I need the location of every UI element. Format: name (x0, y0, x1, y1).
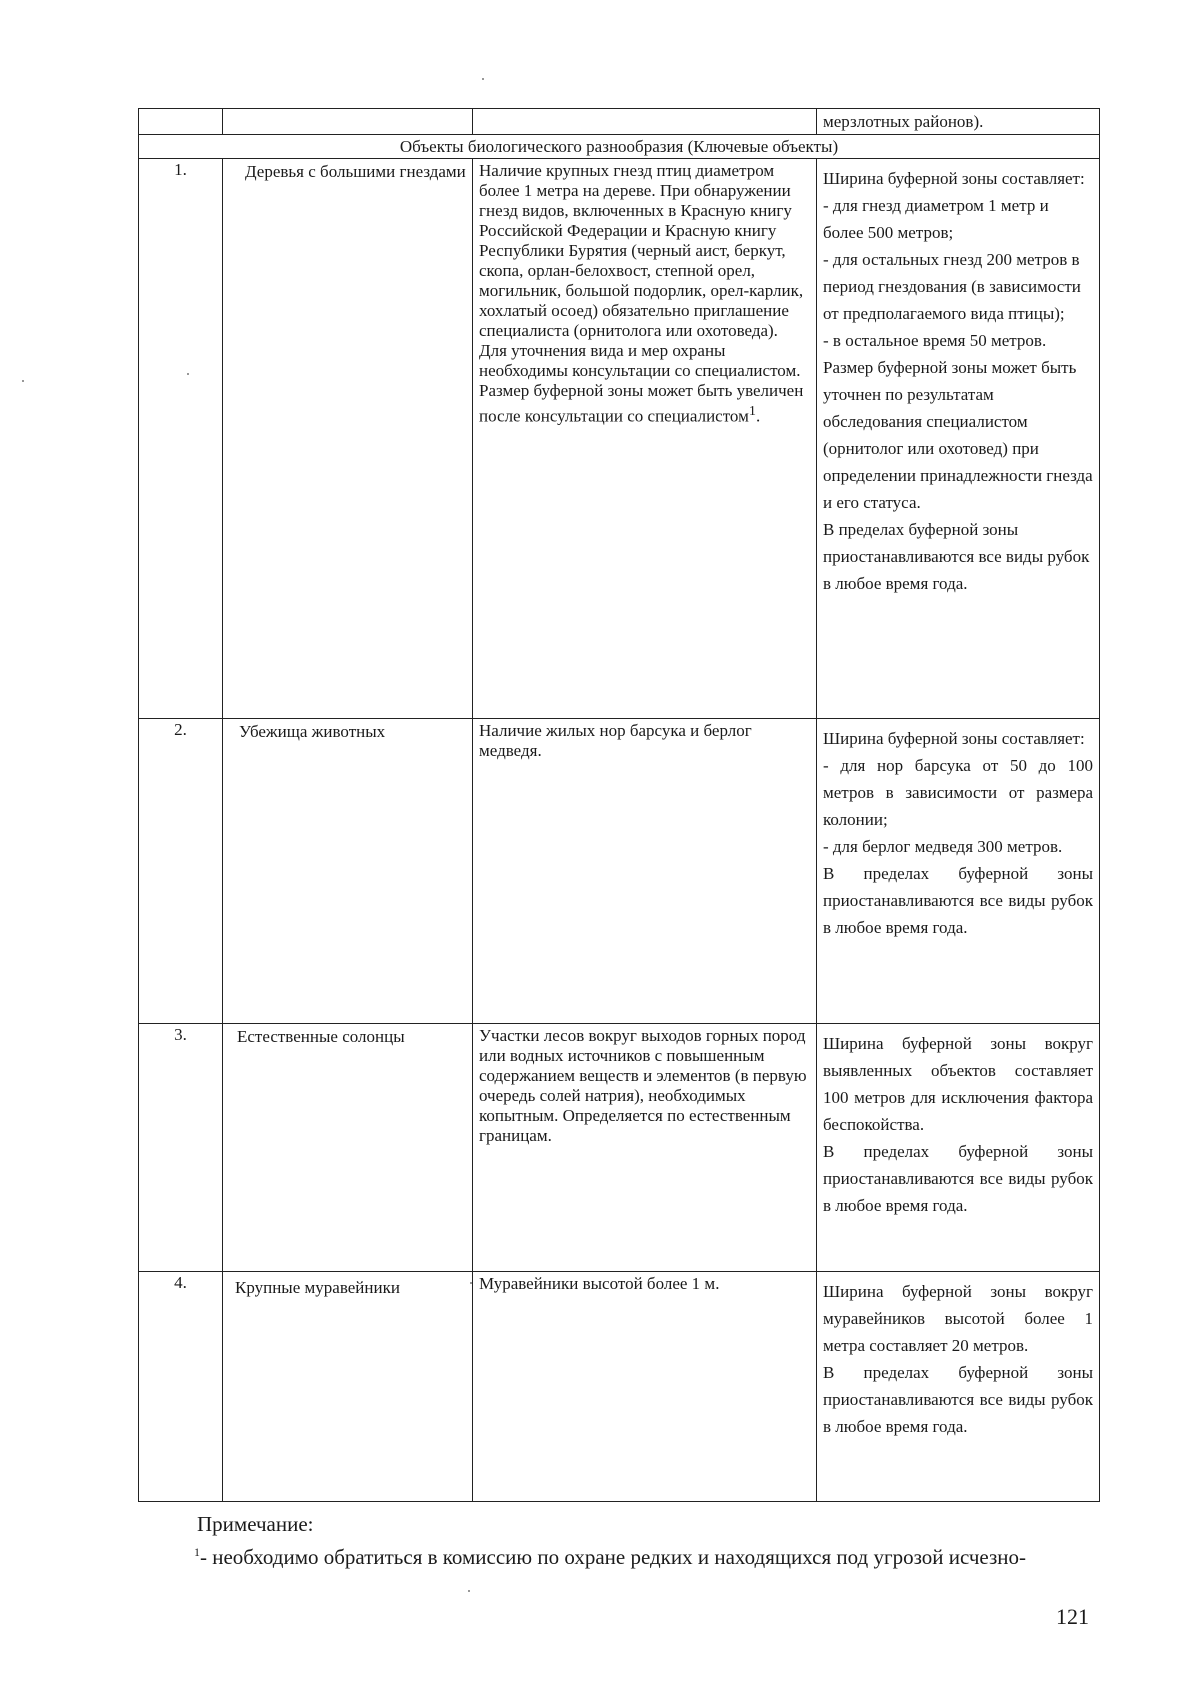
footnote (194, 1545, 1026, 1570)
carryover-cell-criteria (473, 109, 817, 135)
row-number: 2. (139, 719, 223, 1024)
footnote-mark: 1 (194, 1545, 200, 1559)
criteria-end: . (755, 406, 761, 426)
table-row (139, 1024, 1100, 1272)
buffer-line: - в остальное время 50 метров. Размер буферной зоны может быть уточнен по результатам обследования специалистом (орнитолог или охотовед) при определении принадлежности гнезда и его статуса. (823, 331, 1093, 512)
buffer-line: Ширина буферной зоны составляет: (823, 729, 1085, 748)
buffer-line: - для берлог медведя 300 метров. (823, 837, 1063, 856)
criteria-text: Наличие крупных гнезд птиц диаметром более 1 метра на дереве. При обнаружении гнезд видов, включенных в Красную книгу Российской Федерации и Красную книгу Республики Бурятия (черный аист, беркут, скопа, орлан-белохвост, степной орел, могильник, большой подорлик, орел-карлик, хохлатый осоед) обязательно приглашение специалиста (орнитолога или охотоведа). Для уточнения вида и мер охраны необходимы консультации со специалистом. Размер буферной зоны может быть увеличен после консультации со специалистом (479, 161, 804, 426)
buffer-line: В пределах буферной зоны приостанавливаются все виды рубок в любое время года. (823, 864, 1093, 937)
note-label: Примечание: (197, 1512, 314, 1536)
object-name: Естественные солонцы (223, 1024, 473, 1272)
buffer-zone (817, 719, 1100, 1024)
scan-speck (22, 380, 24, 382)
footnote-text: - необходимо обратиться в комиссию по охране редких и находящихся под угрозой исчезно- (200, 1545, 1027, 1569)
buffer-zone (817, 1272, 1100, 1502)
buffer-line: - для остальных гнезд 200 метров в период гнездования (в зависимости от предполагаемого вида птицы); (823, 250, 1081, 323)
carryover-text: мерзлотных районов). (817, 109, 1100, 135)
carryover-cell-num (139, 109, 223, 135)
object-criteria: Участки лесов вокруг выходов горных пород или водных источников с повышенным содержанием веществ и элементов (в первую очередь солей натрия), необходимых копытным. Определяется по естественным границам. (473, 1024, 817, 1272)
object-criteria: Наличие жилых нор барсука и берлог медведя. (473, 719, 817, 1024)
object-criteria: Муравейники высотой более 1 м. (473, 1272, 817, 1502)
object-criteria (473, 159, 817, 719)
object-name: Деревья с большими гнездами (223, 159, 473, 719)
row-number: 3. (139, 1024, 223, 1272)
footnote-ref: 1 (748, 403, 756, 419)
table-row (139, 719, 1100, 1024)
table-row (139, 1272, 1100, 1502)
table-row (139, 159, 1100, 719)
buffer-line: В пределах буферной зоны приостанавливаются все виды рубок в любое время года. (823, 520, 1090, 593)
carryover-row (139, 109, 1100, 135)
scan-speck (468, 1590, 470, 1592)
buffer-line: Ширина буферной зоны вокруг муравейников высотой более 1 метра составляет 20 метров. (823, 1282, 1093, 1355)
key-objects-table (138, 108, 1100, 1502)
buffer-line: - для гнезд диаметром 1 метр и более 500 метров; (823, 196, 1049, 242)
buffer-line: - для нор барсука от 50 до 100 метров в зависимости от размера колонии; (823, 756, 1093, 829)
section-title: Объекты биологического разнообразия (Ключевые объекты) (139, 135, 1100, 159)
page-number: 121 (1056, 1604, 1089, 1629)
scan-speck (482, 78, 484, 80)
row-number: 4. (139, 1272, 223, 1502)
section-header-row (139, 135, 1100, 159)
buffer-zone (817, 1024, 1100, 1272)
carryover-cell-name (223, 109, 473, 135)
buffer-line: Ширина буферной зоны вокруг выявленных объектов составляет 100 метров для исключения фактора беспокойства. (823, 1034, 1093, 1134)
object-name: Крупные муравейники (223, 1272, 473, 1502)
object-name: Убежища животных (223, 719, 473, 1024)
buffer-zone (817, 159, 1100, 719)
row-number: 1. (139, 159, 223, 719)
buffer-line: Ширина буферной зоны составляет: (823, 169, 1085, 188)
buffer-line: В пределах буферной зоны приостанавливаются все виды рубок в любое время года. (823, 1142, 1093, 1215)
buffer-line: В пределах буферной зоны приостанавливаются все виды рубок в любое время года. (823, 1363, 1093, 1436)
